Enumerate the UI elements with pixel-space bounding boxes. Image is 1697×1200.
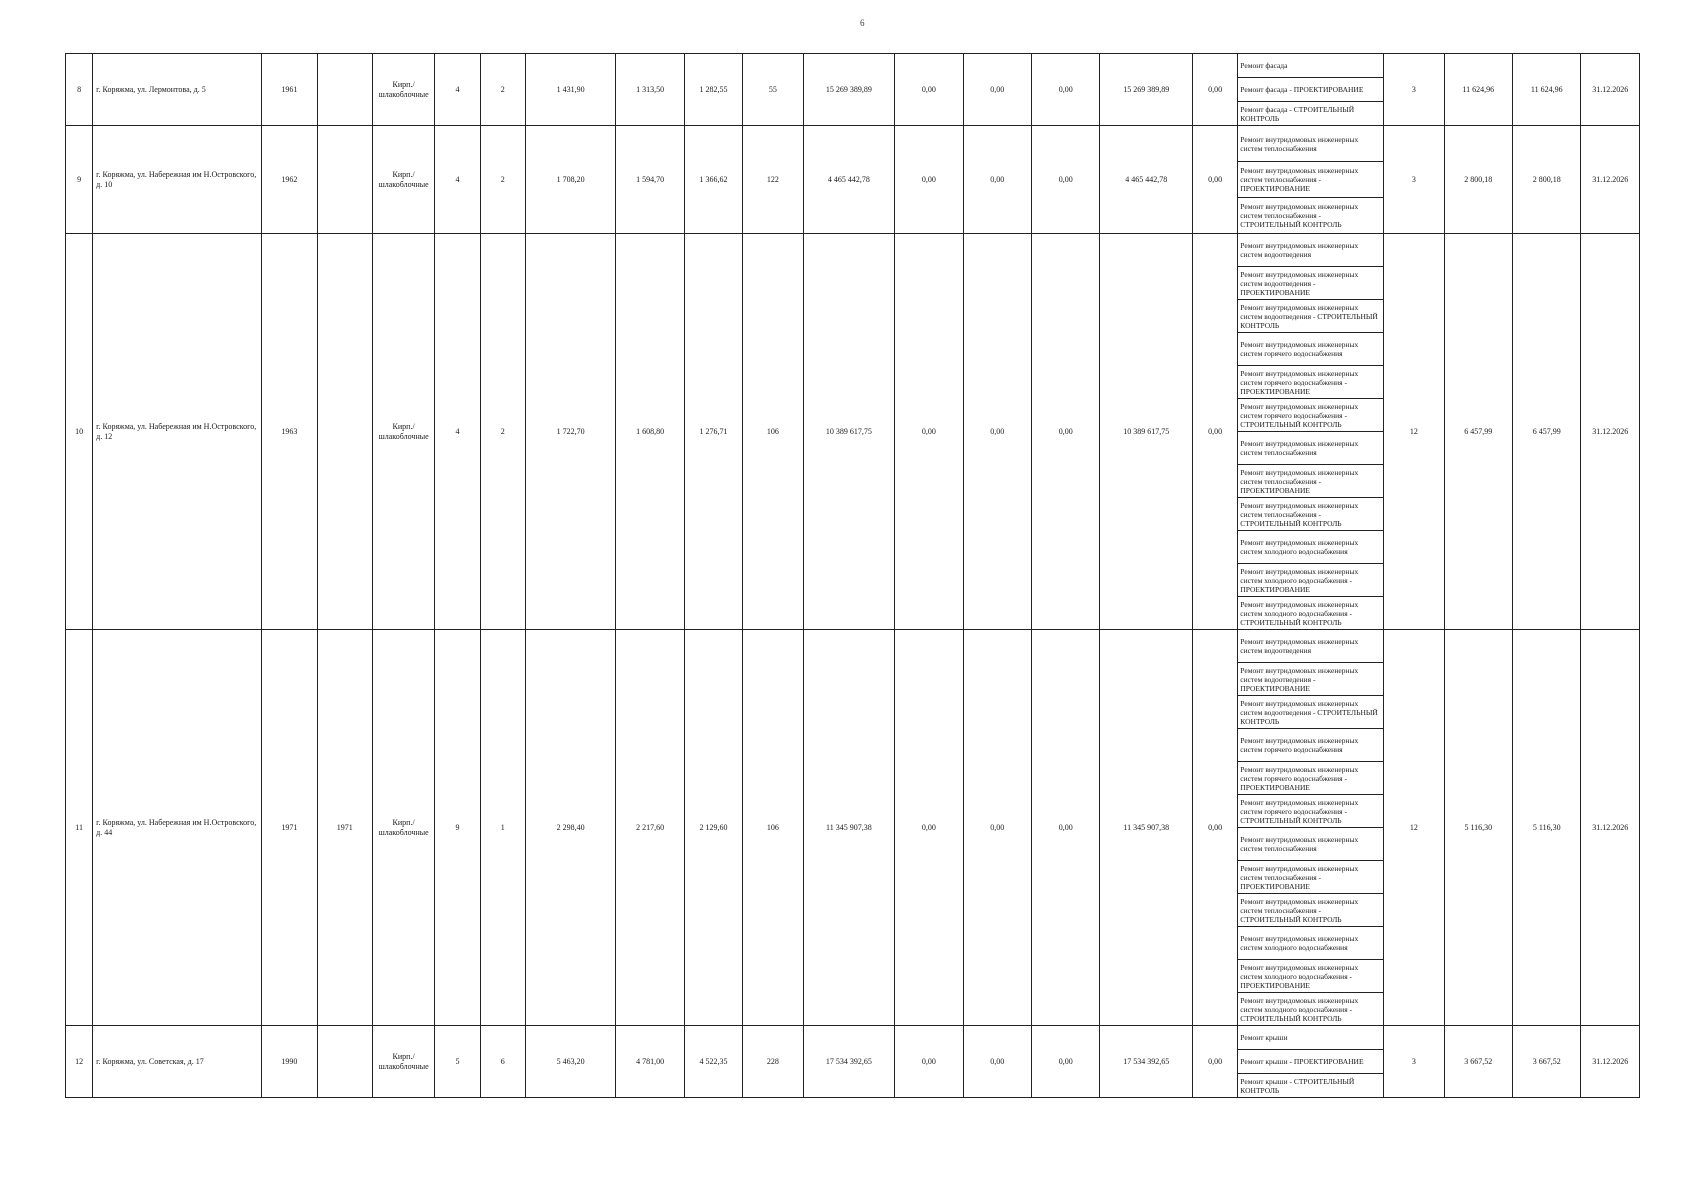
cell-wall-material: Кирп./ шлакоблочные: [372, 630, 434, 1026]
cell-cost-total: 11 345 907,38: [803, 630, 895, 1026]
cell-cost-total: 4 465 442,78: [803, 126, 895, 234]
cell-work-type: Ремонт внутридомовых инженерных систем горячего водоснабжения - СТРОИТЕЛЬНЫЙ КОНТРОЛЬ: [1238, 795, 1384, 828]
cell-area-residential: 1 594,70: [616, 126, 684, 234]
table-row: [66, 630, 1640, 663]
cell-cost-total: 17 534 392,65: [803, 1026, 895, 1098]
cell-area-residential: 4 781,00: [616, 1026, 684, 1098]
cell-work-type: Ремонт внутридомовых инженерных систем холодного водоснабжения - СТРОИТЕЛЬНЫЙ КОНТРОЛЬ: [1238, 993, 1384, 1026]
cell-unit-cost-max: 2 800,18: [1513, 126, 1581, 234]
cell-fund-regional: 0,00: [963, 126, 1031, 234]
cell-work-type: Ремонт внутридомовых инженерных систем теплоснабжения: [1238, 126, 1384, 162]
cell-work-type: Ремонт внутридомовых инженерных систем холодного водоснабжения - ПРОЕКТИРОВАНИЕ: [1238, 960, 1384, 993]
cell-year-built: 1961: [262, 54, 317, 126]
cell-area-total: 1 431,90: [525, 54, 616, 126]
cell-floors-count: 5: [435, 1026, 480, 1098]
cell-work-type: Ремонт крыши - ПРОЕКТИРОВАНИЕ: [1238, 1050, 1384, 1074]
cell-area-owned: 4 522,35: [684, 1026, 742, 1098]
cell-work-type: Ремонт внутридомовых инженерных систем холодного водоснабжения - ПРОЕКТИРОВАНИЕ: [1238, 564, 1384, 597]
cell-work-type: Ремонт внутридомовых инженерных систем горячего водоснабжения: [1238, 729, 1384, 762]
cell-work-type: Ремонт фасада: [1238, 54, 1384, 78]
cell-year-overhaul: [317, 54, 372, 126]
cell-work-type: Ремонт внутридомовых инженерных систем теплоснабжения - ПРОЕКТИРОВАНИЕ: [1238, 465, 1384, 498]
cell-row-number: 12: [66, 1026, 93, 1098]
cell-fund-federal: 0,00: [895, 54, 963, 126]
cell-fund-other: 0,00: [1193, 234, 1238, 630]
cell-address: г. Коряжма, ул. Набережная им Н.Островского, д. 10: [93, 126, 262, 234]
cell-row-number: 8: [66, 54, 93, 126]
cell-work-type: Ремонт внутридомовых инженерных систем горячего водоснабжения: [1238, 333, 1384, 366]
cell-work-type: Ремонт внутридомовых инженерных систем водоотведения - СТРОИТЕЛЬНЫЙ КОНТРОЛЬ: [1238, 300, 1384, 333]
cell-row-number: 10: [66, 234, 93, 630]
cell-fund-local: 0,00: [1032, 54, 1100, 126]
cell-work-type: Ремонт внутридомовых инженерных систем горячего водоснабжения - ПРОЕКТИРОВАНИЕ: [1238, 366, 1384, 399]
cell-row-number: 11: [66, 630, 93, 1026]
cell-entrances-count: 6: [480, 1026, 525, 1098]
cell-fund-federal: 0,00: [895, 1026, 963, 1098]
cell-wall-material: Кирп./ шлакоблочные: [372, 54, 434, 126]
cell-area-owned: 1 276,71: [684, 234, 742, 630]
cell-deadline: 31.12.2026: [1581, 234, 1640, 630]
cell-work-type: Ремонт внутридомовых инженерных систем горячего водоснабжения - СТРОИТЕЛЬНЫЙ КОНТРОЛЬ: [1238, 399, 1384, 432]
cell-wall-material: Кирп./ шлакоблочные: [372, 234, 434, 630]
cell-area-residential: 2 217,60: [616, 630, 684, 1026]
cell-fund-local: 0,00: [1032, 126, 1100, 234]
cell-fund-local: 0,00: [1032, 234, 1100, 630]
cell-fund-other: 0,00: [1193, 54, 1238, 126]
cell-work-type: Ремонт внутридомовых инженерных систем холодного водоснабжения: [1238, 927, 1384, 960]
cell-floors-count: 9: [435, 630, 480, 1026]
cell-address: г. Коряжма, ул. Набережная им Н.Островского, д. 12: [93, 234, 262, 630]
cell-area-total: 1 708,20: [525, 126, 616, 234]
cell-fund-other: 0,00: [1193, 630, 1238, 1026]
cell-work-type: Ремонт внутридомовых инженерных систем холодного водоснабжения - СТРОИТЕЛЬНЫЙ КОНТРОЛЬ: [1238, 597, 1384, 630]
cell-work-type: Ремонт внутридомовых инженерных систем теплоснабжения - СТРОИТЕЛЬНЫЙ КОНТРОЛЬ: [1238, 198, 1384, 234]
cell-entrances-count: 2: [480, 54, 525, 126]
cell-deadline: 31.12.2026: [1581, 1026, 1640, 1098]
cell-works-count: 3: [1384, 1026, 1444, 1098]
page-number: 6: [860, 18, 865, 28]
cell-year-built: 1971: [262, 630, 317, 1026]
cell-residents-count: 228: [743, 1026, 803, 1098]
cell-area-residential: 1 608,80: [616, 234, 684, 630]
cell-work-type: Ремонт внутридомовых инженерных систем водоотведения: [1238, 630, 1384, 663]
table-row: [66, 234, 1640, 267]
cell-cost-total: 15 269 389,89: [803, 54, 895, 126]
cell-fund-regional: 0,00: [963, 1026, 1031, 1098]
cell-work-type: Ремонт внутридомовых инженерных систем теплоснабжения - ПРОЕКТИРОВАНИЕ: [1238, 861, 1384, 894]
cell-address: г. Коряжма, ул. Советская, д. 17: [93, 1026, 262, 1098]
cell-address: г. Коряжма, ул. Лермонтова, д. 5: [93, 54, 262, 126]
cell-works-count: 3: [1384, 54, 1444, 126]
cell-works-count: 12: [1384, 234, 1444, 630]
cell-fund-local: 0,00: [1032, 630, 1100, 1026]
cell-unit-cost: 5 116,30: [1444, 630, 1512, 1026]
cell-deadline: 31.12.2026: [1581, 126, 1640, 234]
cell-fund-federal: 0,00: [895, 234, 963, 630]
cell-year-overhaul: 1971: [317, 630, 372, 1026]
cell-fund-federal: 0,00: [895, 126, 963, 234]
table-row: [66, 126, 1640, 162]
cell-residents-count: 106: [743, 630, 803, 1026]
cell-deadline: 31.12.2026: [1581, 54, 1640, 126]
cell-deadline: 31.12.2026: [1581, 630, 1640, 1026]
cell-area-residential: 1 313,50: [616, 54, 684, 126]
cell-fund-regional: 0,00: [963, 234, 1031, 630]
cell-unit-cost-max: 11 624,96: [1513, 54, 1581, 126]
cell-wall-material: Кирп./ шлакоблочные: [372, 1026, 434, 1098]
cell-work-type: Ремонт внутридомовых инженерных систем горячего водоснабжения - ПРОЕКТИРОВАНИЕ: [1238, 762, 1384, 795]
cell-year-built: 1963: [262, 234, 317, 630]
cell-address: г. Коряжма, ул. Набережная им Н.Островского, д. 44: [93, 630, 262, 1026]
cell-unit-cost-max: 6 457,99: [1513, 234, 1581, 630]
cell-fund-owners: 17 534 392,65: [1100, 1026, 1193, 1098]
cell-work-type: Ремонт внутридомовых инженерных систем теплоснабжения - ПРОЕКТИРОВАНИЕ: [1238, 162, 1384, 198]
cell-cost-total: 10 389 617,75: [803, 234, 895, 630]
cell-work-type: Ремонт фасада - ПРОЕКТИРОВАНИЕ: [1238, 78, 1384, 102]
cell-area-total: 2 298,40: [525, 630, 616, 1026]
cell-work-type: Ремонт внутридомовых инженерных систем водоотведения - ПРОЕКТИРОВАНИЕ: [1238, 267, 1384, 300]
cell-year-built: 1962: [262, 126, 317, 234]
cell-year-overhaul: [317, 1026, 372, 1098]
cell-area-owned: 1 366,62: [684, 126, 742, 234]
cell-unit-cost: 11 624,96: [1444, 54, 1512, 126]
cell-area-total: 1 722,70: [525, 234, 616, 630]
cell-work-type: Ремонт внутридомовых инженерных систем водоотведения - ПРОЕКТИРОВАНИЕ: [1238, 663, 1384, 696]
cell-unit-cost: 3 667,52: [1444, 1026, 1512, 1098]
cell-year-overhaul: [317, 126, 372, 234]
cell-area-total: 5 463,20: [525, 1026, 616, 1098]
cell-entrances-count: 2: [480, 126, 525, 234]
table-row: [66, 54, 1640, 78]
cell-wall-material: Кирп./ шлакоблочные: [372, 126, 434, 234]
cell-fund-local: 0,00: [1032, 1026, 1100, 1098]
cell-fund-regional: 0,00: [963, 54, 1031, 126]
cell-work-type: Ремонт крыши: [1238, 1026, 1384, 1050]
cell-unit-cost: 6 457,99: [1444, 234, 1512, 630]
cell-work-type: Ремонт фасада - СТРОИТЕЛЬНЫЙ КОНТРОЛЬ: [1238, 102, 1384, 126]
cell-entrances-count: 2: [480, 234, 525, 630]
cell-work-type: Ремонт внутридомовых инженерных систем водоотведения: [1238, 234, 1384, 267]
cell-unit-cost: 2 800,18: [1444, 126, 1512, 234]
cell-year-built: 1990: [262, 1026, 317, 1098]
cell-area-owned: 1 282,55: [684, 54, 742, 126]
cell-year-overhaul: [317, 234, 372, 630]
cell-works-count: 12: [1384, 630, 1444, 1026]
cell-residents-count: 55: [743, 54, 803, 126]
cell-work-type: Ремонт внутридомовых инженерных систем теплоснабжения - СТРОИТЕЛЬНЫЙ КОНТРОЛЬ: [1238, 498, 1384, 531]
overhaul-register-table: [65, 53, 1640, 1098]
cell-work-type: Ремонт внутридомовых инженерных систем теплоснабжения: [1238, 828, 1384, 861]
cell-area-owned: 2 129,60: [684, 630, 742, 1026]
cell-fund-owners: 4 465 442,78: [1100, 126, 1193, 234]
cell-residents-count: 122: [743, 126, 803, 234]
cell-fund-other: 0,00: [1193, 1026, 1238, 1098]
cell-fund-owners: 10 389 617,75: [1100, 234, 1193, 630]
cell-fund-owners: 11 345 907,38: [1100, 630, 1193, 1026]
cell-row-number: 9: [66, 126, 93, 234]
cell-work-type: Ремонт крыши - СТРОИТЕЛЬНЫЙ КОНТРОЛЬ: [1238, 1074, 1384, 1098]
cell-work-type: Ремонт внутридомовых инженерных систем водоотведения - СТРОИТЕЛЬНЫЙ КОНТРОЛЬ: [1238, 696, 1384, 729]
cell-entrances-count: 1: [480, 630, 525, 1026]
cell-floors-count: 4: [435, 234, 480, 630]
cell-work-type: Ремонт внутридомовых инженерных систем теплоснабжения: [1238, 432, 1384, 465]
cell-floors-count: 4: [435, 54, 480, 126]
cell-work-type: Ремонт внутридомовых инженерных систем теплоснабжения - СТРОИТЕЛЬНЫЙ КОНТРОЛЬ: [1238, 894, 1384, 927]
cell-residents-count: 106: [743, 234, 803, 630]
cell-fund-other: 0,00: [1193, 126, 1238, 234]
cell-fund-regional: 0,00: [963, 630, 1031, 1026]
cell-works-count: 3: [1384, 126, 1444, 234]
cell-unit-cost-max: 5 116,30: [1513, 630, 1581, 1026]
cell-fund-federal: 0,00: [895, 630, 963, 1026]
cell-unit-cost-max: 3 667,52: [1513, 1026, 1581, 1098]
cell-floors-count: 4: [435, 126, 480, 234]
cell-work-type: Ремонт внутридомовых инженерных систем холодного водоснабжения: [1238, 531, 1384, 564]
cell-fund-owners: 15 269 389,89: [1100, 54, 1193, 126]
table-row: [66, 1026, 1640, 1050]
